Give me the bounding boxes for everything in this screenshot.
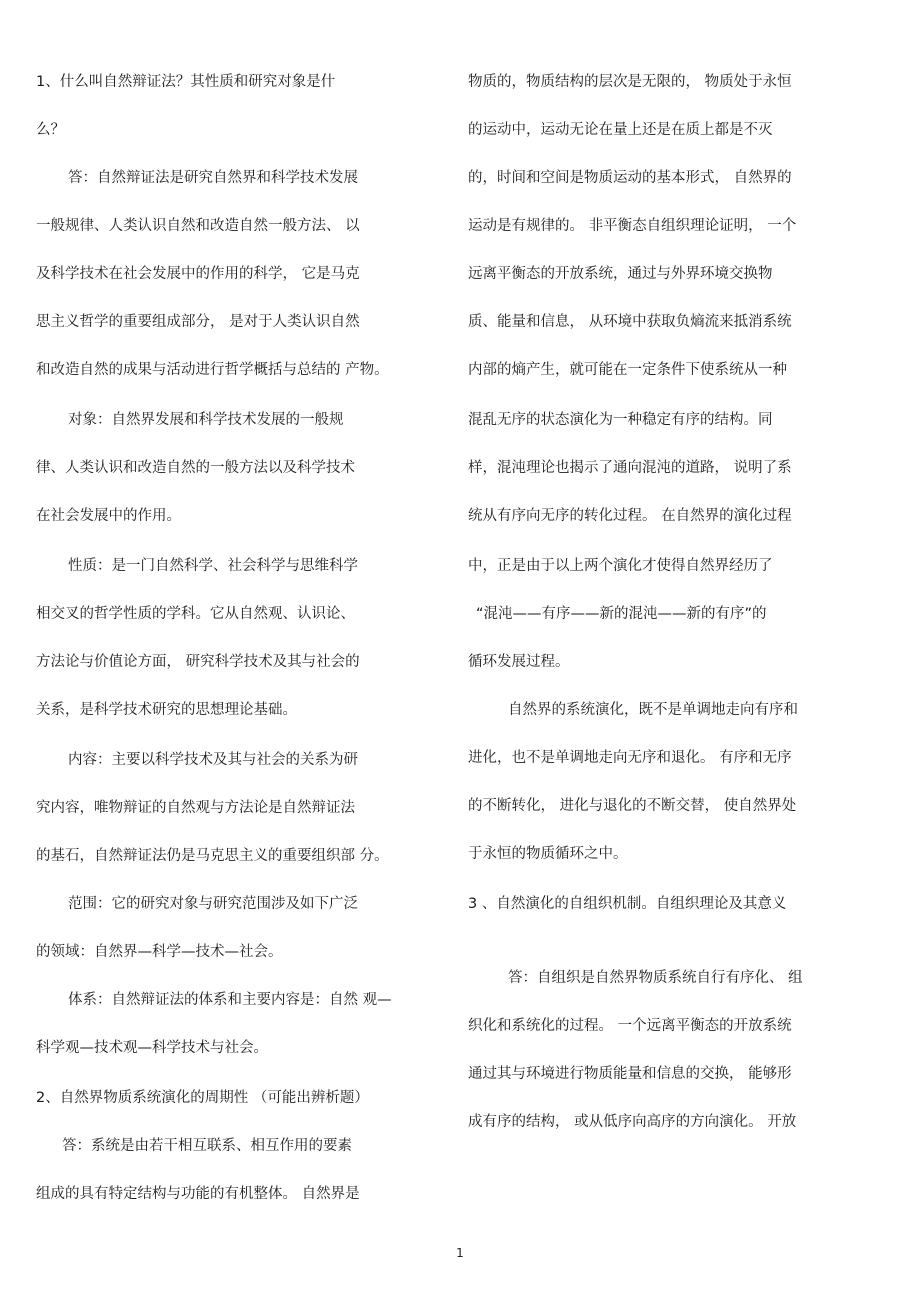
left-column-line: 2、自然界物质系统演化的周期性 （可能出辨析题） xyxy=(36,1090,369,1106)
right-column-line: 运动是有规律的。 非平衡态自组织理论证明， 一个 xyxy=(468,218,797,234)
right-column-line: 进化，也不是单调地走向无序和退化。 有序和无序 xyxy=(468,750,792,766)
left-column-line: 究内容，唯物辩证的自然观与方法论是自然辩证法 xyxy=(36,800,355,816)
left-column-line: 组成的具有特定结构与功能的有机整体。 自然界是 xyxy=(36,1186,360,1202)
left-column-line: 范围：它的研究对象与研究范围涉及如下广泛 xyxy=(68,896,358,912)
right-column-line: 的，时间和空间是物质运动的基本形式， 自然界的 xyxy=(468,170,792,186)
left-column-line: 在社会发展中的作用。 xyxy=(36,508,181,524)
right-column-line: 样，混沌理论也揭示了通向混沌的道路， 说明了系 xyxy=(468,460,792,476)
right-column-line: 自然界的系统演化，既不是单调地走向有序和 xyxy=(508,702,798,718)
right-column-line: 成有序的结构， 或从低序向高序的方向演化。 开放 xyxy=(468,1114,797,1130)
left-column-line: 1、什么叫自然辩证法？其性质和研究对象是什 xyxy=(36,74,336,90)
left-column-line: 性质：是一门自然科学、社会科学与思维科学 xyxy=(68,558,358,574)
right-column-line: 远离平衡态的开放系统，通过与外界环境交换物 xyxy=(468,266,773,282)
right-column-line: “混沌——有序——新的混沌——新的有序”的 xyxy=(476,606,767,622)
right-column-line: 的不断转化， 进化与退化的不断交替， 使自然界处 xyxy=(468,798,797,814)
left-column-line: 科学观—技术观—科学技术与社会。 xyxy=(36,1040,268,1056)
right-column-line: 通过其与环境进行物质能量和信息的交换， 能够形 xyxy=(468,1066,792,1082)
left-column-line: 对象：自然界发展和科学技术发展的一般规 xyxy=(68,412,344,428)
left-column-line: 及科学技术在社会发展中的作用的科学， 它是马克 xyxy=(36,266,360,282)
left-column-line: 的基石，自然辩证法仍是马克思主义的重要组织部 分。 xyxy=(36,848,389,864)
right-column-line: 循环发展过程。 xyxy=(468,654,570,670)
right-column-line: 质、能量和信息， 从环境中获取负熵流来抵消系统 xyxy=(468,314,792,330)
right-column-line: 统从有序向无序的转化过程。 在自然界的演化过程 xyxy=(468,508,792,524)
left-column-line: 和改造自然的成果与活动进行哲学概括与总结的 产物。 xyxy=(36,362,389,378)
right-column-line: 的运动中，运动无论在量上还是在质上都是不灭 xyxy=(468,122,773,138)
right-column-line: 中，正是由于以上两个演化才使得自然界经历了 xyxy=(468,558,773,574)
page-number: 1 xyxy=(456,1246,464,1260)
left-column-line: 内容：主要以科学技术及其与社会的关系为研 xyxy=(68,752,358,768)
left-column-line: 相交叉的哲学性质的学科。它从自然观、认识论、 xyxy=(36,606,355,622)
left-column-line: 一般规律、人类认识自然和改造自然一般方法、 以 xyxy=(36,218,360,234)
left-column-line: 体系：自然辩证法的体系和主要内容是：自然 观— xyxy=(68,992,392,1008)
right-column-line: 于永恒的物质循环之中。 xyxy=(468,846,628,862)
left-column-line: 关系，是科学技术研究的思想理论基础。 xyxy=(36,702,297,718)
right-column-line: 混乱无序的状态演化为一种稳定有序的结构。同 xyxy=(468,412,773,428)
left-column-line: 答：系统是由若干相互联系、相互作用的要素 xyxy=(62,1138,352,1154)
left-column-line: 答：自然辩证法是研究自然界和科学技术发展 xyxy=(68,170,358,186)
left-column-line: 么？ xyxy=(36,122,65,138)
left-column-line: 律、人类认识和改造自然的一般方法以及科学技术 xyxy=(36,460,355,476)
left-column-line: 思主义哲学的重要组成部分， 是对于人类认识自然 xyxy=(36,314,360,330)
right-column-line: 内部的熵产生，就可能在一定条件下使系统从一种 xyxy=(468,362,787,378)
right-column-line: 3 、自然演化的自组织机制。自组织理论及其意义 xyxy=(468,896,787,912)
right-column-line: 物质的，物质结构的层次是无限的， 物质处于永恒 xyxy=(468,74,792,90)
right-column-line: 答：自组织是自然界物质系统自行有序化、 组 xyxy=(508,970,803,986)
left-column-line: 方法论与价值论方面， 研究科学技术及其与社会的 xyxy=(36,654,360,670)
left-column-line: 的领域：自然界—科学—技术—社会。 xyxy=(36,944,283,960)
right-column-line: 织化和系统化的过程。 一个远离平衡态的开放系统 xyxy=(468,1018,792,1034)
